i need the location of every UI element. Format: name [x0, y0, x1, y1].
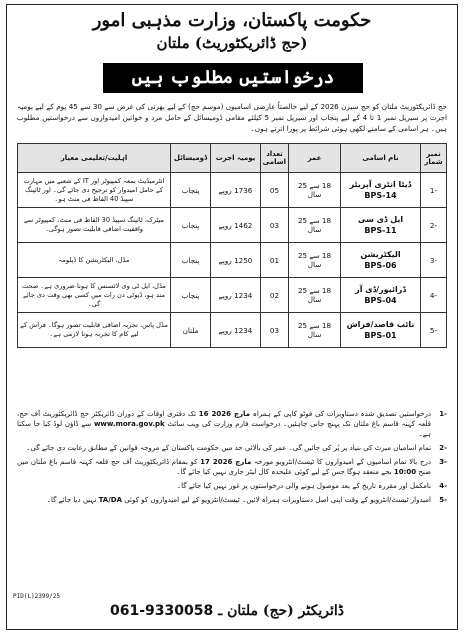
- note-item: [17, 409, 447, 439]
- row-qualification: مڈل، الیکٹریشن کا ڈپلومہ: [18, 243, 171, 278]
- note-number: -5: [439, 496, 447, 504]
- table-row: [18, 278, 447, 313]
- row-count: 05: [261, 173, 289, 208]
- post-bps: BPS-06: [364, 261, 397, 270]
- row-post: [341, 313, 421, 348]
- row-domicile: پنجاب: [171, 243, 211, 278]
- row-qualification: انٹرمیڈیٹ بمعہ کمپیوٹر اور IT کے شعبے میں مہارت کے حامل امیدوار کو ترجیح دی جائے گی۔ اور ٹائپنگ سپیڈ 40 الفاظ فی منٹ ہو۔: [18, 173, 171, 208]
- header-count: تعداد اسامی: [261, 144, 289, 173]
- row-count: 01: [261, 243, 289, 278]
- note-text: تمام اسامیاں میرٹ کی بنیاد پر پُر کی جائیں گی۔ عمر کی بالائی حد میں حکومت پاکستان کے مروجہ قوانین کے مطابق رعایت دی جائے گی۔: [26, 444, 431, 452]
- header-wage: یومیہ اجرت: [211, 144, 261, 173]
- header-age: عمر: [289, 144, 341, 173]
- note-text: سے ڈاؤن لوڈ کیا جا سکتا ہے۔: [17, 420, 431, 438]
- row-post: [341, 208, 421, 243]
- post-bps: BPS-01: [364, 331, 397, 340]
- header-serial: نمبر شمار: [421, 144, 447, 173]
- note-text: درخواستیں تصدیق شدہ دستاویزات کی فوٹو کاپی کے ہمراہ: [249, 410, 431, 418]
- post-bps: BPS-04: [364, 296, 397, 305]
- table-header-row: [18, 144, 447, 173]
- note-item: [17, 457, 447, 477]
- row-domicile: ملتان: [171, 313, 211, 348]
- header-qualification: اہلیت/تعلیمی معیار: [18, 144, 171, 173]
- row-count: 02: [261, 278, 289, 313]
- table-row: [18, 173, 447, 208]
- jobs-table: [17, 143, 447, 348]
- post-bps: BPS-11: [364, 226, 397, 235]
- note-number: -4: [439, 482, 447, 490]
- note-item: [17, 481, 447, 491]
- pid-code: PID(L)2399/25: [13, 593, 60, 600]
- org-line-2: (حج ڈائریکٹوریٹ) ملتان: [156, 34, 308, 52]
- row-wage: 1462 روپے: [211, 208, 261, 243]
- row-qualification: میٹرک، ٹائپنگ سپیڈ 30 الفاظ فی منٹ، کمپیوٹر سے واقفیت اضافی قابلیت تصور ہوگی۔: [18, 208, 171, 243]
- post-name: الیکٹریشن: [360, 250, 401, 259]
- note-text: کو بمقام ڈائریکٹوریٹ آف حج قلعہ کہنہ قاسم باغ ملتان میں صبح: [17, 458, 431, 476]
- row-post: [341, 278, 421, 313]
- row-qualification: مڈل، ایل ٹی وی لائسنس کا ہونا ضروری ہے۔ صحت مند ہو، ڈیوٹی دن رات میں کسی بھی وقت دی جائے گی۔: [18, 278, 171, 313]
- note-text: تک دفتری اوقات کے دوران ڈائریکٹر حج ڈائریکٹوریٹ آف حج، قلعہ کہنہ قاسم باغ ملتان تک پہنچ جانی چاہئیں۔ درخواست فارم وزارت کی ویب سائٹ: [17, 410, 432, 428]
- row-serial: -5: [421, 313, 447, 348]
- title-banner: درخواستیں مطلوب ہیں: [103, 63, 363, 93]
- row-post: [341, 173, 421, 208]
- row-count: 03: [261, 208, 289, 243]
- table-row: [18, 313, 447, 348]
- row-age: 18 سے 25 سال: [289, 278, 341, 313]
- note-text: نامکمل اور مقررہ تاریخ کے بعد موصول ہونے والی درخواستوں پر غور نہیں کیا جائے گا۔: [177, 482, 431, 490]
- note-text: درج بالا تمام اسامیوں کے امیدواروں کا ٹیسٹ/انٹرویو مورخہ: [251, 458, 431, 466]
- post-name: ڈیٹا انٹری آپریٹر: [349, 180, 412, 189]
- post-name: ایل ڈی سی: [357, 215, 404, 224]
- footer: [7, 593, 457, 623]
- note-date: 17 مارچ 2026: [200, 458, 252, 466]
- note-number: -2: [439, 444, 447, 452]
- row-post: [341, 243, 421, 278]
- row-age: 18 سے 25 سال: [289, 173, 341, 208]
- post-name: نائب قاصد/فراش: [346, 320, 415, 329]
- row-wage: 1736 روپے: [211, 173, 261, 208]
- note-item: [17, 495, 447, 505]
- contact-label: ڈائریکٹر (حج) ملتان: [227, 603, 344, 619]
- website-link[interactable]: www.mora.gov.pk: [93, 420, 165, 428]
- row-serial: -2: [421, 208, 447, 243]
- table-row: [18, 208, 447, 243]
- header-post: نام اسامی: [341, 144, 421, 173]
- row-age: 18 سے 25 سال: [289, 243, 341, 278]
- row-domicile: پنجاب: [171, 208, 211, 243]
- row-domicile: پنجاب: [171, 173, 211, 208]
- row-serial: -3: [421, 243, 447, 278]
- row-serial: -4: [421, 278, 447, 313]
- advertisement-page: [6, 4, 458, 630]
- note-number: -1: [439, 410, 447, 418]
- post-name: ڈرائیور/ڈی آر: [355, 285, 406, 294]
- intro-paragraph: حج ڈائریکٹوریٹ ملتان کو حج سیزن 2026 کے لیے خالصتاً عارضی اسامیوں (موسم حج) کے لیے بھرتی کی غرض سے 30 سے 45 یوم کے لیے یومیہ اجرت پر سیریل نمبر 1 تا 4 کے لیے پنجاب اور سیریل نمبر 5 کیلئے مقامی ڈومیسائل کے حامل مرد و خواتین امیدواروں سے درخواستیں مطلوب ہیں۔ ہر اسامی کے سامنے لکھی ہوئی شرائط پر پورا اترتے ہوں۔: [17, 102, 448, 133]
- row-count: 03: [261, 313, 289, 348]
- contact-line: ڈائریکٹر (حج) ملتان ـ 061-9330058: [109, 603, 344, 619]
- row-serial: -1: [421, 173, 447, 208]
- note-item: [17, 443, 447, 453]
- row-wage: 1234 روپے: [211, 278, 261, 313]
- note-tada: TA/DA: [98, 496, 122, 504]
- row-age: 18 سے 25 سال: [289, 313, 341, 348]
- note-text: نہیں دیا جائے گا۔: [46, 496, 99, 504]
- notes-list: [17, 409, 447, 509]
- note-text: بجے منعقد ہوگا جس کے لیے کوئی علیحدہ کال لیٹر جاری نہیں کیا جائے گا۔: [176, 468, 394, 476]
- row-wage: 1250 روپے: [211, 243, 261, 278]
- row-qualification: مڈل پاس، تجربہ اضافی قابلیت تصور ہوگا۔ فراش کے لیے کام کا تجربہ ہونا لازمی ہے۔: [18, 313, 171, 348]
- header: [7, 9, 457, 53]
- note-text: امیدوار ٹیسٹ/انٹرویو کے وقت اپنی اصل دستاویزات ہمراہ لائیں۔ ٹیسٹ/انٹرویو کے لیے امیدواروں کو کوئی: [122, 496, 431, 504]
- note-time: 10:00: [393, 468, 417, 476]
- header-domicile: ڈومیسائل: [171, 144, 211, 173]
- row-wage: 1234 روپے: [211, 313, 261, 348]
- row-age: 18 سے 25 سال: [289, 208, 341, 243]
- post-bps: BPS-14: [364, 191, 397, 200]
- row-domicile: پنجاب: [171, 278, 211, 313]
- org-line-1: حکومت پاکستان، وزارت مذہبی امور: [92, 10, 372, 31]
- note-date: 16 مارچ 2026: [198, 410, 250, 418]
- table-row: [18, 243, 447, 278]
- note-number: -3: [439, 458, 447, 466]
- phone-number: 061-9330058: [109, 603, 214, 619]
